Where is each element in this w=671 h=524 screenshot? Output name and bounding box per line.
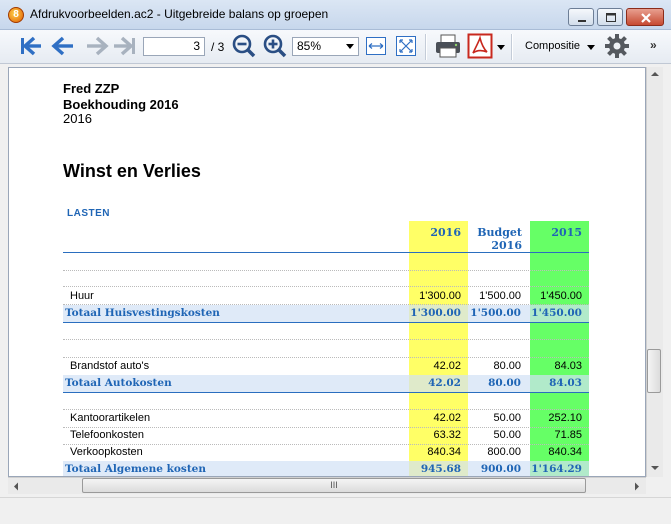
zoom-out-icon[interactable] — [231, 33, 257, 59]
value-budget: 50.00 — [493, 412, 521, 424]
page-number-input[interactable]: 3 — [143, 37, 205, 56]
column-header-budget — [469, 226, 522, 252]
table-row — [63, 288, 589, 305]
value-2016: 1'300.00 — [419, 290, 461, 302]
scroll-left-icon[interactable] — [13, 482, 19, 491]
report-viewport — [8, 67, 646, 477]
value-2015: 84.03 — [549, 377, 582, 389]
row-label: Verkoopkosten — [70, 446, 143, 458]
value-2015: 840.34 — [548, 446, 582, 458]
maximize-button[interactable] — [597, 8, 623, 26]
row-divider — [63, 339, 589, 340]
value-2015: 252.10 — [548, 412, 582, 424]
pdf-dropdown-icon[interactable] — [497, 45, 505, 50]
column-header-budget-line1: Budget — [477, 226, 522, 239]
row-label: Totaal Huisvestingskosten — [65, 307, 220, 319]
row-label: Totaal Autokosten — [65, 377, 172, 389]
row-label: Totaal Algemene kosten — [65, 463, 206, 475]
value-2016: 945.68 — [420, 463, 461, 475]
table-row — [63, 410, 589, 427]
zoom-in-icon[interactable] — [262, 33, 288, 59]
zoom-value: 85% — [297, 39, 322, 53]
row-divider — [63, 286, 589, 287]
scroll-down-icon[interactable] — [650, 465, 660, 471]
last-page-icon[interactable] — [110, 33, 138, 59]
column-header-budget-line2: 2016 — [491, 239, 522, 252]
table-row — [63, 358, 589, 375]
value-2015: 1'164.29 — [531, 463, 582, 475]
value-budget: 1'500.00 — [479, 290, 521, 302]
row-divider — [63, 270, 589, 271]
company-name: Fred ZZP — [63, 81, 120, 96]
close-button[interactable] — [626, 8, 664, 26]
first-page-icon[interactable] — [18, 33, 46, 59]
toolbar-separator — [425, 34, 427, 60]
total-row — [63, 375, 589, 392]
column-header-2015: 2015 — [551, 226, 582, 239]
page-total: / 3 — [211, 40, 225, 54]
value-2016: 840.34 — [427, 446, 461, 458]
total-row — [63, 305, 589, 322]
value-2016: 42.02 — [428, 377, 461, 389]
app-icon: 8 — [8, 7, 24, 23]
print-icon[interactable] — [434, 33, 462, 59]
section-title: LASTEN — [67, 208, 110, 219]
value-budget: 50.00 — [493, 429, 521, 441]
table-row — [63, 427, 589, 444]
group-divider — [63, 392, 589, 393]
value-2016: 63.32 — [433, 429, 461, 441]
fit-page-icon[interactable] — [394, 33, 418, 59]
value-2016: 42.02 — [433, 412, 461, 424]
toolbar — [0, 30, 671, 64]
value-2015: 1'450.00 — [531, 307, 582, 319]
report-year: 2016 — [63, 111, 92, 126]
value-2015: 84.03 — [554, 360, 582, 372]
report-title: Winst en Verlies — [63, 161, 201, 181]
value-2016: 1'300.00 — [410, 307, 461, 319]
value-2016: 42.02 — [433, 360, 461, 372]
value-2015: 71.85 — [554, 429, 582, 441]
zoom-select[interactable] — [292, 37, 359, 56]
scroll-up-icon[interactable] — [650, 71, 660, 77]
layout-select[interactable]: Compositie — [525, 40, 581, 52]
toolbar-overflow-button[interactable]: » — [650, 38, 657, 52]
value-2015: 1'450.00 — [540, 290, 582, 302]
table-row — [63, 444, 589, 461]
chevron-down-icon[interactable] — [587, 45, 595, 50]
minimize-button[interactable] — [568, 8, 594, 26]
title-bar — [0, 0, 671, 30]
vertical-scrollbar[interactable] — [646, 67, 663, 477]
column-header-2016: 2016 — [430, 226, 461, 239]
value-budget: 80.00 — [493, 360, 521, 372]
row-label: Brandstof auto's — [70, 360, 150, 372]
value-budget: 80.00 — [488, 377, 521, 389]
value-budget: 900.00 — [480, 463, 521, 475]
horizontal-scroll-thumb[interactable]: III — [82, 478, 586, 493]
group-divider — [63, 322, 589, 323]
next-page-icon[interactable] — [82, 33, 110, 59]
chevron-down-icon — [346, 44, 354, 49]
row-label: Huur — [70, 290, 94, 302]
book-name: Boekhouding 2016 — [63, 97, 179, 112]
row-label: Telefoonkosten — [70, 429, 144, 441]
status-bar — [0, 497, 671, 524]
row-label: Kantoorartikelen — [70, 412, 151, 424]
total-row — [63, 461, 589, 477]
previous-page-icon[interactable] — [50, 33, 78, 59]
value-budget: 1'500.00 — [470, 307, 521, 319]
window-title: Afdrukvoorbeelden.ac2 - Uitgebreide balans op groepen — [30, 7, 329, 21]
value-budget: 800.00 — [487, 446, 521, 458]
header-divider — [63, 252, 589, 253]
pdf-export-icon[interactable] — [467, 33, 493, 59]
toolbar-separator — [511, 34, 513, 60]
vertical-scroll-thumb[interactable] — [647, 349, 661, 393]
scroll-right-icon[interactable] — [634, 482, 640, 491]
gear-icon[interactable] — [604, 33, 630, 59]
fit-width-icon[interactable] — [364, 33, 388, 59]
